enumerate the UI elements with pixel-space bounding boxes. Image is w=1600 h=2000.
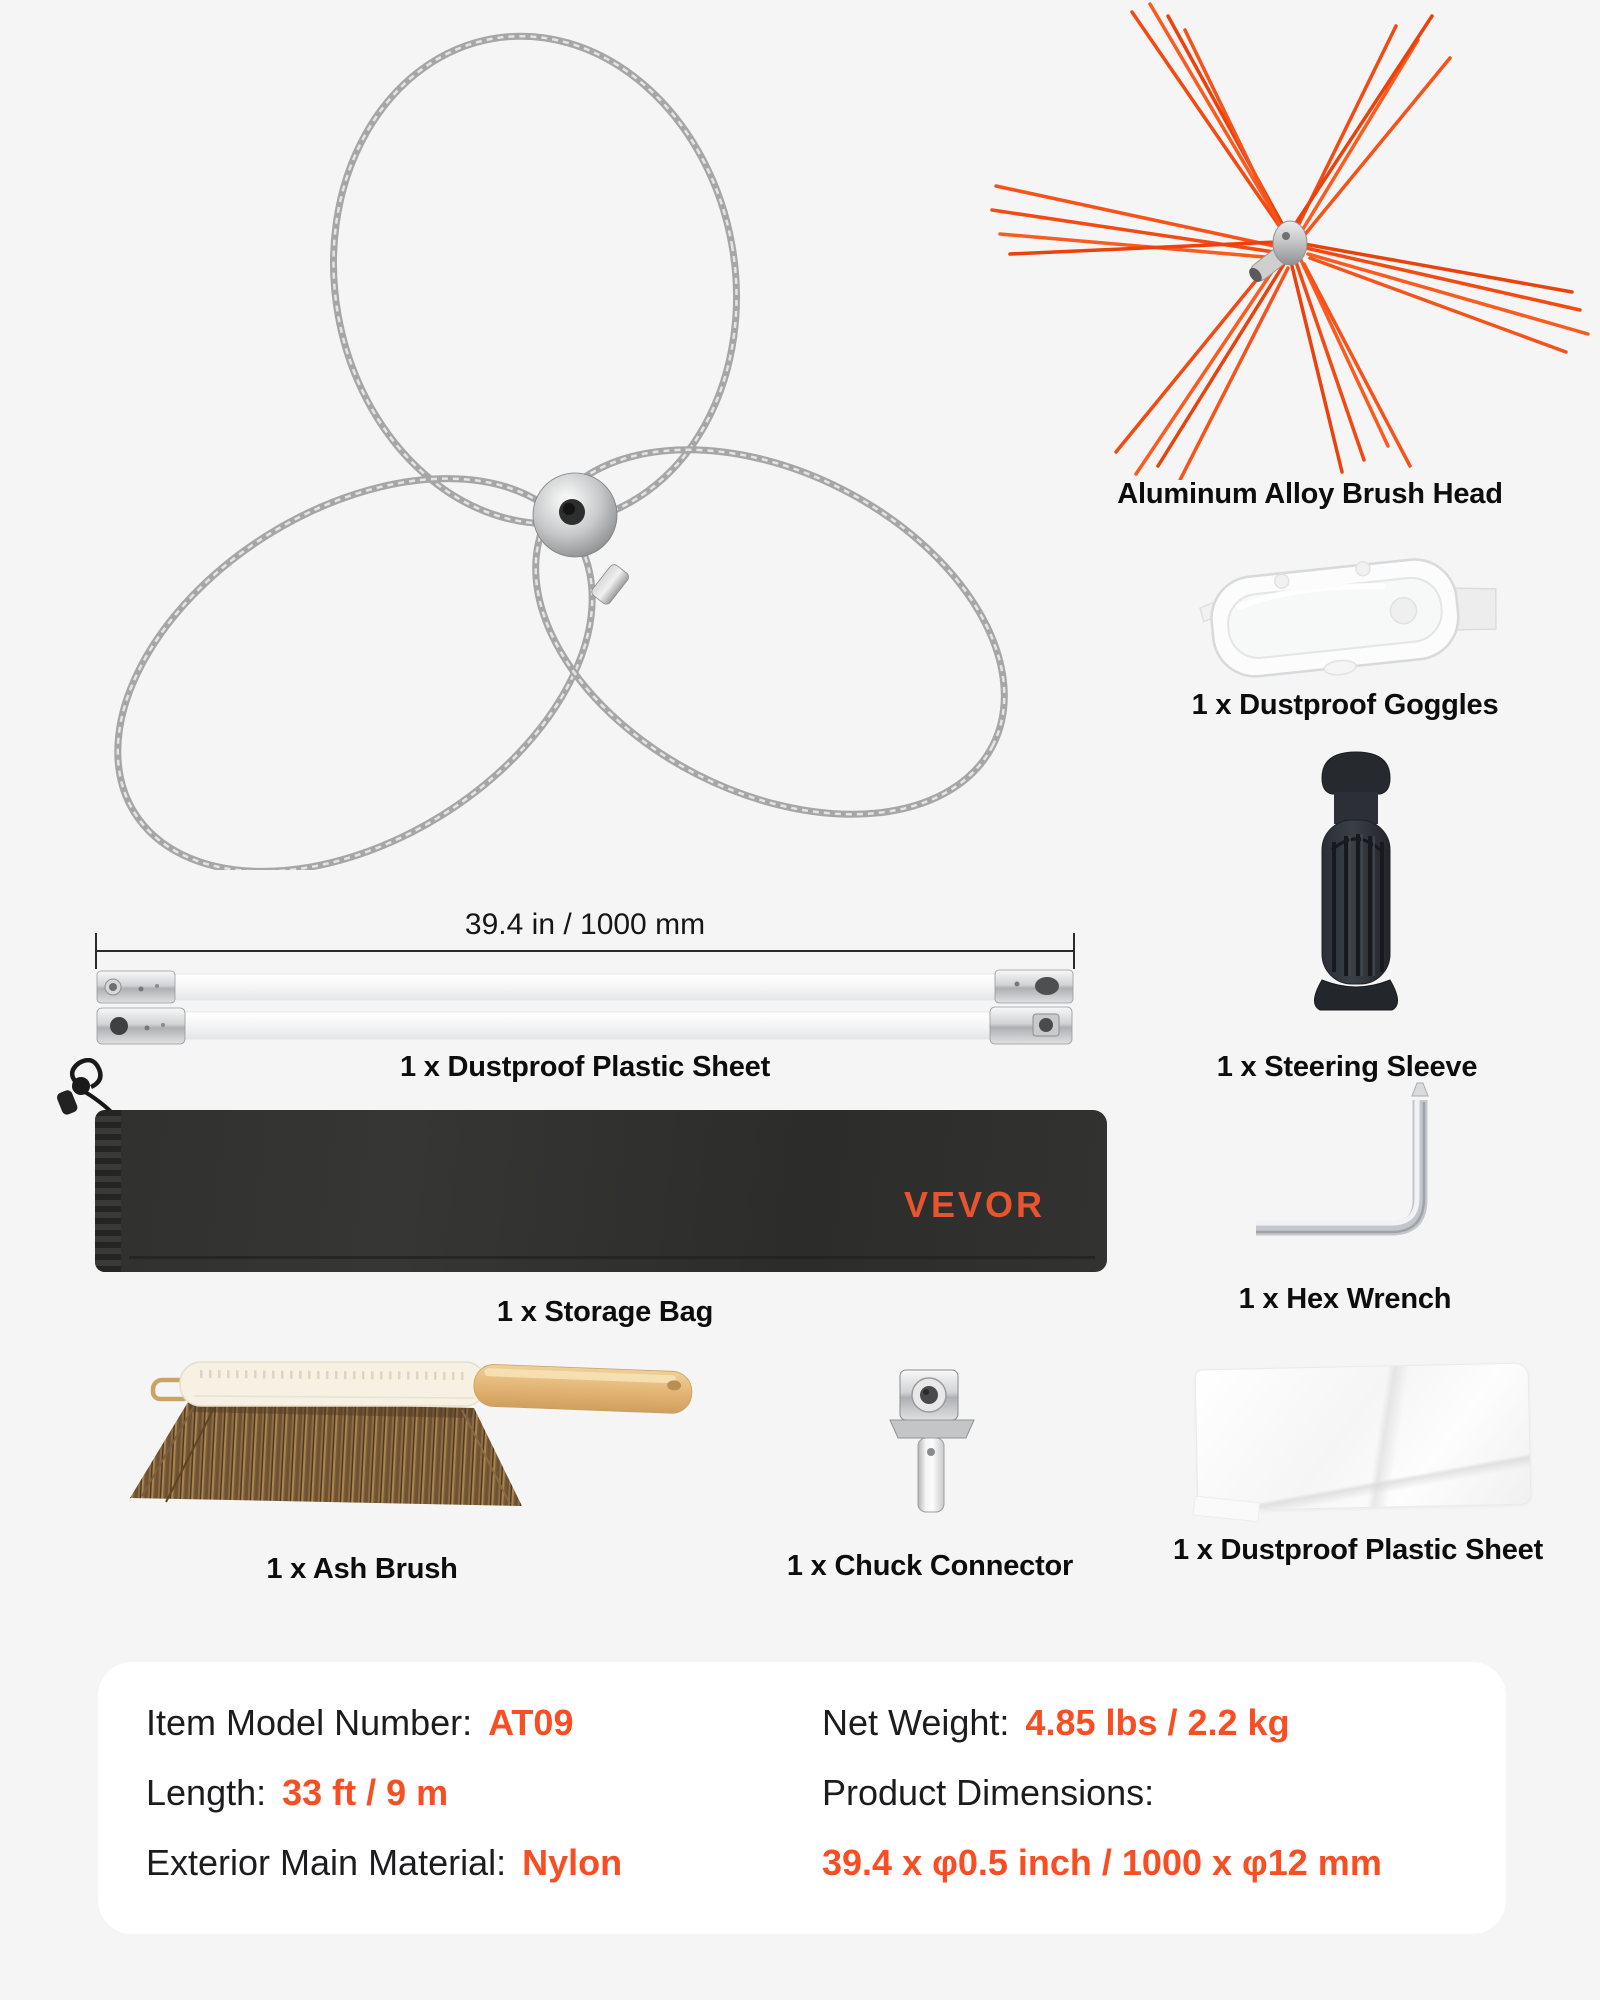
chuck-connector-image [888,1368,978,1520]
ash-brush-label: 1 x Ash Brush [266,1553,458,1585]
spec-column-right [822,1700,1382,1886]
spec-row-dimensions-value [822,1840,1382,1886]
ash-brush-image [122,1356,706,1556]
hex-wrench-image [1242,1082,1438,1252]
whip-ferrule [590,563,631,606]
spec-value: 39.4 x φ0.5 inch / 1000 x φ12 mm [822,1842,1382,1883]
hex-wrench-label: 1 x Hex Wrench [1238,1283,1452,1315]
rods-label: 1 x Dustproof Plastic Sheet [399,1051,771,1083]
spec-row-weight [822,1700,1382,1746]
goggles-image [1198,540,1508,695]
spec-label: Exterior Main Material: [146,1842,507,1883]
brush-head-label: Aluminum Alloy Brush Head [1117,478,1503,510]
brush-head-image [980,0,1600,480]
storage-bag-label: 1 x Storage Bag [496,1296,714,1328]
spec-row-dimensions-title [822,1770,1382,1816]
spec-row-length [146,1770,622,1816]
plastic-sheet-image [1195,1363,1532,1512]
steering-sleeve-label: 1 x Steering Sleeve [1216,1051,1478,1083]
spec-label: Length: [146,1772,267,1813]
brush-handle [473,1364,692,1414]
spec-value: 33 ft / 9 m [282,1772,449,1813]
plastic-sheet-label: 1 x Dustproof Plastic Sheet [1172,1534,1544,1566]
dimension-line [95,950,1075,952]
storage-bag-image [95,1110,1107,1272]
spec-label: Item Model Number: [146,1702,473,1743]
brand-logo: VEVOR [903,1184,1045,1225]
spec-label: Net Weight: [822,1702,1010,1743]
brush-ferrule-strip [180,1362,486,1406]
chuck-connector-label: 1 x Chuck Connector [786,1550,1074,1582]
flexible-rods-image [95,962,1075,1054]
spec-row-material [146,1840,622,1886]
spec-value: Nylon [522,1842,623,1883]
goggles-label: 1 x Dustproof Goggles [1191,689,1499,721]
wire-whip-head-image [60,20,1020,870]
rod-dimension-label: 39.4 in / 1000 mm [464,908,706,941]
spec-label: Product Dimensions: [822,1772,1155,1813]
spec-value: 4.85 lbs / 2.2 kg [1025,1702,1290,1743]
spec-value: AT09 [488,1702,574,1743]
steering-sleeve-image [1292,748,1420,1016]
spec-row-model [146,1700,622,1746]
spec-card [98,1662,1506,1934]
spec-column-left [146,1700,622,1886]
